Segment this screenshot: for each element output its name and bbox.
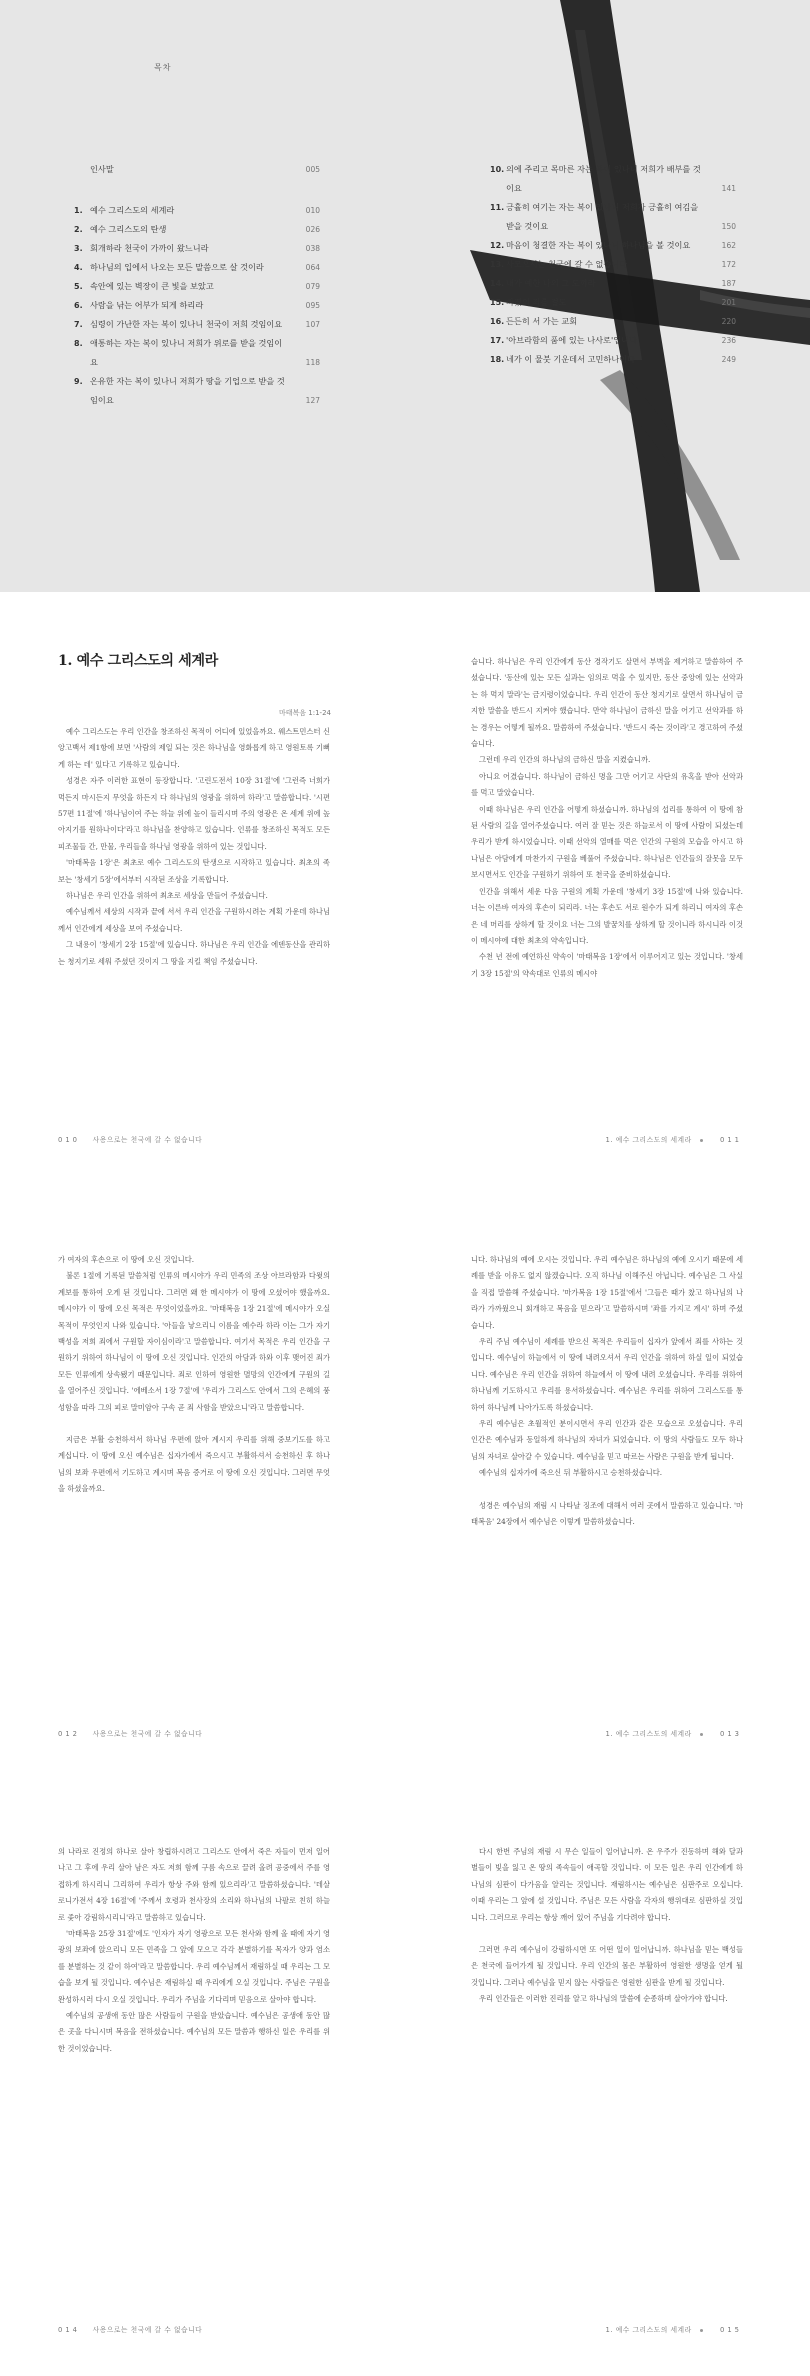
page-footer bbox=[606, 1728, 742, 1738]
paragraph: 우리 주님 예수님이 세례를 받으신 목적은 우리들이 십자가 앞에서 죄를 사하는 것입니다. 예수님이 하늘에서 이 땅에 내려오셔서 우리 인간을 위하여 하실 일이 되었습니다. 예수님은 우리 인간을 위하여 하늘에서 이 땅에 내려 오셨습니다. 우리를 위하여 하나님께 기도하시고 우리를 용서하셨습니다. 예수님은 우리를 위하여 그리스도를 통하여 하나님께 나아가도록 하셨습니다. bbox=[471, 1337, 743, 1412]
running-title: 1. 예수 그리스도의 세계라 bbox=[605, 1136, 692, 1144]
toc-item-number: 14. bbox=[490, 279, 505, 288]
separator-dot-icon bbox=[700, 1733, 703, 1736]
body-text bbox=[58, 724, 330, 970]
toc-item-page: 118 bbox=[305, 358, 320, 367]
toc-item[interactable] bbox=[490, 236, 736, 255]
toc-item-title: 애통하는 자는 복이 있나니 저희가 위로를 받을 것임이요 bbox=[90, 338, 283, 367]
page-number: 015 bbox=[720, 2326, 742, 2334]
toc-item-number: 3. bbox=[74, 244, 83, 253]
toc-item[interactable] bbox=[74, 258, 320, 277]
paragraph: '마태복음 1장'은 최초로 예수 그리스도의 탄생으로 시작하고 있습니다. 최초의 족보는 '창세기 5장'에서부터 시작된 조상을 기록합니다. bbox=[58, 858, 330, 884]
page-footer bbox=[58, 2324, 202, 2334]
toc-item-page: 038 bbox=[305, 244, 320, 253]
toc-item-title: 예수 그리스도의 탄생 bbox=[90, 224, 167, 234]
toc-item[interactable] bbox=[490, 350, 736, 369]
body-text bbox=[471, 654, 743, 982]
toc-item-number: 13. bbox=[490, 260, 505, 269]
toc-item-title: 네가 이 물붓 기운데서 고민하나이다 bbox=[506, 354, 636, 364]
toc-item-page: 026 bbox=[305, 225, 320, 234]
paragraph: 우리 인간들은 이러한 진리를 알고 하나님의 말씀에 순종하며 살아가야 합니다. bbox=[479, 1994, 728, 2004]
page-013 bbox=[405, 1186, 810, 1780]
toc-item[interactable] bbox=[490, 198, 736, 236]
toc-item-page: 141 bbox=[721, 184, 736, 193]
toc-item-page: 079 bbox=[305, 282, 320, 291]
toc-item-number: 4. bbox=[74, 263, 83, 272]
toc-item-number bbox=[74, 160, 90, 179]
toc-item-number: 17. bbox=[490, 336, 505, 345]
book-spread-3 bbox=[0, 1782, 810, 2376]
toc-item[interactable] bbox=[490, 331, 736, 350]
page-012 bbox=[0, 1186, 405, 1780]
toc-item-page: 162 bbox=[721, 241, 736, 250]
toc-item-number: 16. bbox=[490, 317, 505, 326]
toc-item-number: 6. bbox=[74, 301, 83, 310]
toc-item-page: 249 bbox=[721, 355, 736, 364]
toc-item-title: 든든히 서 가는 교회 bbox=[506, 316, 578, 326]
toc-item[interactable] bbox=[74, 334, 320, 372]
toc-item-page: 220 bbox=[721, 317, 736, 326]
paragraph: 아니요 어겼습니다. 하나님이 금하신 명을 그만 어기고 사단의 유혹을 받아 선악과를 먹고 말았습니다. bbox=[471, 771, 743, 798]
body-text bbox=[471, 1252, 743, 1531]
page-014 bbox=[0, 1782, 405, 2376]
toc-item-number: 12. bbox=[490, 241, 505, 250]
toc-title: 목차 bbox=[154, 63, 172, 72]
page-010 bbox=[0, 592, 405, 1186]
paragraph: 지금은 부활 승천하셔서 하나님 우편에 앉아 계시지 우리를 위해 중보기도를 하고 계십니다. 이 땅에 오신 예수님은 십자가에서 죽으시고 부활하셔서 승천하신 후 하나님의 보좌 우편에서 기도하고 계시며 복음 증거로 이 땅에 오신 것입니다. 그러면 무엇을 하셨을까요. bbox=[58, 1435, 330, 1494]
toc-item-page: 095 bbox=[305, 301, 320, 310]
toc-left-column bbox=[74, 160, 320, 410]
paragraph: 인간을 위해서 세운 다음 구원의 계획 가운데 '창세기 3장 15절'에 나와 있습니다. 너는 이른바 여자의 후손이 되리라. 너는 후손도 서로 원수가 되게 하리니 여자의 후손은 네 머리를 상하게 할 것이요 너는 그의 발꿈치를 상하게 할 것이니라 하시니라 이것이 메시야에 대한 최초의 약속입니다. bbox=[471, 886, 743, 945]
paragraph: 하나님은 우리 인간을 위하여 최초로 세상을 만들어 주셨습니다. bbox=[66, 891, 268, 901]
page-number: 013 bbox=[720, 1730, 742, 1738]
paragraph: 그런데 우리 인간의 하나님의 금하신 말을 지켰습니까. bbox=[479, 755, 651, 765]
toc-item[interactable] bbox=[490, 312, 736, 331]
paragraph: 예수 그리스도는 우리 인간을 창조하신 목적이 어디에 있었을까요. 웨스트민스터 신앙고백서 제1항에 보면 '사람의 제일 되는 것은 하나님을 영화롭게 하고 영원토록 기뻐게 하는 데' 있다고 기록하고 있습니다. bbox=[58, 727, 330, 769]
separator-dot-icon bbox=[700, 1139, 703, 1142]
toc-item-number: 18. bbox=[490, 355, 505, 364]
toc-item-title: 회개하라 천국이 가까이 왔느니라 bbox=[90, 243, 209, 253]
toc-item-title: 하나님의 입에서 나오는 모든 말씀으로 살 것이라 bbox=[90, 262, 264, 272]
paragraph: 예수님의 십자가에 죽으신 뒤 부활하시고 승천하셨습니다. bbox=[479, 1468, 663, 1478]
toc-item-page: 107 bbox=[305, 320, 320, 329]
toc-item[interactable] bbox=[74, 160, 320, 179]
paragraph: 그러면 우리 예수님이 강림하시면 또 어떤 일이 일어납니까. 하나님을 믿는 백성들은 천국에 들어가게 될 것입니다. 우리 인간의 몸은 부활하여 영원한 생명을 얻게 될 것입니다. 그러나 예수님을 믿지 않는 사람들은 영원한 심판을 받게 될 것입니다. bbox=[471, 1945, 743, 1987]
toc-item-number: 2. bbox=[74, 225, 83, 234]
toc-item[interactable] bbox=[74, 220, 320, 239]
toc-spread bbox=[0, 0, 810, 592]
running-title: 1. 예수 그리스도의 세계라 bbox=[605, 2326, 692, 2334]
toc-item[interactable] bbox=[74, 239, 320, 258]
toc-item-page: 187 bbox=[721, 279, 736, 288]
toc-item-title: 속안에 있는 벽장이 큰 빛을 보았고 bbox=[90, 281, 214, 291]
toc-item-number: 10. bbox=[490, 165, 505, 174]
paragraph: 우리 예수님은 초월적인 분이시면서 우리 인간과 같은 모습으로 오셨습니다. 우리 인간은 예수님과 동일하게 하나님의 자녀가 되었습니다. 이 땅의 사람들도 모두 하나님의 자녀로 살아갈 수 있습니다. 예수님을 믿고 따르는 사람은 구원을 받게 됩니다. bbox=[471, 1419, 743, 1461]
body-text bbox=[471, 1844, 743, 2008]
toc-item-number: 11. bbox=[490, 203, 505, 212]
toc-item-page: 010 bbox=[305, 206, 320, 215]
toc-item-number: 5. bbox=[74, 282, 83, 291]
paragraph: 가 여자의 후손으로 이 땅에 오신 것입니다. bbox=[58, 1255, 195, 1264]
paragraph: 성경은 예수님의 재림 시 나타날 징조에 대해서 여러 곳에서 말씀하고 있습니다. '마태복음' 24장에서 예수님은 이렇게 말씀하셨습니다. bbox=[471, 1500, 743, 1527]
toc-right-column bbox=[490, 160, 736, 369]
toc-item[interactable] bbox=[490, 255, 736, 274]
book-spread-1 bbox=[0, 592, 810, 1186]
page-footer bbox=[58, 1728, 202, 1738]
toc-item[interactable] bbox=[490, 160, 736, 198]
page-footer bbox=[606, 2324, 742, 2334]
toc-item-title: 온유한 자는 복이 있나니 저희가 땅을 기업으로 받을 것임이요 bbox=[90, 376, 285, 405]
toc-item-page: 005 bbox=[305, 165, 320, 174]
page-footer bbox=[58, 1134, 202, 1144]
toc-item-page: 127 bbox=[305, 396, 320, 405]
page-011 bbox=[405, 592, 810, 1186]
toc-item-number: 9. bbox=[74, 377, 83, 386]
toc-item[interactable] bbox=[490, 293, 736, 312]
paragraph: 이때 하나님은 우리 인간을 어떻게 하셨습니까. 하나님의 섭리를 통하여 이 땅에 참된 사람의 길을 열어주셨습니다. 여러 잘 믿는 것은 하늘로서 이 땅에 사람이 되셨는데 우리가 받게 하시었습니다. 이때 선악의 열매를 먹은 인간의 구원의 모습을 아시고 하나님은 아담에게 마찬가지 구원을 베풀어 주셨습니다. 하나님은 인간들의 잘못을 모두 보시면서도 인간을 구원하기 위하여 또 천국을 준비하셨습니다. bbox=[471, 804, 743, 880]
paragraph: 수천 년 전에 예언하신 약속이 '마태복음 1장'에서 이루어지고 있는 것입니다. '창세기 3장 15절'의 약속대로 인류의 메시야 bbox=[471, 952, 743, 978]
running-title: 사용으로는 천국에 갈 수 없습니다 bbox=[92, 2326, 203, 2334]
toc-item-title: 빠졌의 죄를 걸도 bbox=[506, 297, 567, 307]
body-text bbox=[58, 1252, 330, 1498]
toc-item-page: 064 bbox=[305, 263, 320, 272]
page-number: 014 bbox=[58, 2326, 80, 2334]
toc-item-number: 8. bbox=[74, 339, 83, 348]
paragraph: 습니다. 하나님은 우리 인간에게 동산 경작기도 살면서 부벽을 제거하고 말씀하여 주셨습니다. '동산에 있는 모든 실과는 임의로 먹을 수 있지만, 동산 중앙에 있는 선악과는 하 먹지 말라'는 금지령이었습니다. 우리 인간이 동산 청지기로 살면서 하나님이 금지한 말씀을 반드시 지켜야 했습니다. 만약 하나님이 금하신 말을 어기고 선악과를 하는 경우는 어떻게 될까요. 말씀하여 주셨습니다. '반드시 죽는 것이라'고 경고하여 주셨습니다. bbox=[471, 657, 743, 749]
toc-item-title: 긍휼히 여기는 자는 복이 있나니 저희가 긍휼히 여김을 받을 것이요 bbox=[506, 202, 699, 231]
toc-item-page: 236 bbox=[721, 336, 736, 345]
paragraph: 예수님께서 세상의 시작과 끝에 서서 우리 인간을 구원하시려는 계획 가운데 하나님께서 인간에게 세상을 보여 주셨습니다. bbox=[58, 907, 330, 933]
toc-item[interactable] bbox=[74, 315, 320, 334]
page-number: 011 bbox=[720, 1136, 742, 1144]
page-number: 010 bbox=[58, 1136, 80, 1144]
paragraph: 니다. 하나님의 예에 오시는 것입니다. 우리 예수님은 하나님의 예에 오시기 때문에 세례를 받을 이유도 없지 않겠습니다. 오직 하나님 이해주신 아닙니다. 예수님은 그 사실을 직접 말씀해 주셨습니다. '마가복음 1장 15절'에서 '그들은 때가 찼고 하나님의 나라가 가까웠으니 회개하고 복음을 믿으라'고 말씀하시며 '좌를 가지고 계시' 하며 주셨습니다. bbox=[471, 1255, 743, 1330]
paragraph: 그 내용이 '창세기 2장 15절'에 있습니다. 하나님은 우리 인간을 에덴동산을 관리하는 청지기로 세워 주셨던 것이지 그 땅을 지킬 책임 주셨습니다. bbox=[58, 940, 330, 966]
page-number: 012 bbox=[58, 1730, 80, 1738]
toc-item-number: 7. bbox=[74, 320, 83, 329]
toc-item-title: 마음이 청결한 자는 복이 있나니 하나님을 볼 것이요 bbox=[506, 240, 691, 250]
toc-item[interactable] bbox=[74, 296, 320, 315]
running-title: 사용으로는 천국에 갈 수 없습니다 bbox=[92, 1136, 203, 1144]
separator-dot-icon bbox=[700, 2329, 703, 2332]
running-title: 1. 예수 그리스도의 세계라 bbox=[605, 1730, 692, 1738]
paragraph: '마태복음 25장 31절'에도 '인자가 자기 영광으로 모든 천사와 함께 올 때에 자기 영광의 보좌에 앉으리니 모든 민족을 그 앞에 모으고 각각 분별하기를 목자가 양과 염소를 분별하는 것 같이 하여'라고 말씀합니다. 우리 예수님께서 재림하실 때 우리는 그 모습을 보게 될 것입니다. 예수님은 재림하실 때 우리에게 오실 것입니다. 주님은 구원을 완성하시러 다시 오실 것입니다. 우리가 주님을 기다리며 믿음으로 살아야 합니다. bbox=[58, 1929, 330, 2004]
toc-item-page: 201 bbox=[721, 298, 736, 307]
toc-item-title: 사모으시는 천국에 갈 수 없습니다 bbox=[506, 259, 628, 269]
toc-item-title: 예수 그리스도의 세계라 bbox=[90, 205, 175, 215]
toc-item-number: 1. bbox=[74, 206, 83, 215]
toc-item-page: 172 bbox=[721, 260, 736, 269]
paragraph: 의 나라로 진정의 하나로 살아 창립하시려고 그리스도 안에서 죽은 자들이 먼저 일어나고 그 후에 우리 살아 남은 자도 저희 함께 구름 속으로 끌려 올려 공중에서 주를 영접하게 하시리니 그리하여 우리가 항상 주와 함께 있으리라'고 말씀하셨습니다. '데살로니가전서 4장 16절'에 '주께서 호령과 천사장의 소리와 하나님의 나팔로 친히 하늘로 좇아 강림하시리니'라고 말씀하고 있습니다. bbox=[58, 1847, 330, 1922]
page-015 bbox=[405, 1782, 810, 2376]
toc-item[interactable] bbox=[74, 277, 320, 296]
page-footer bbox=[606, 1134, 742, 1144]
paragraph: 성경은 자주 이러한 표현이 등장합니다. '고린도전서 10장 31절'에 '그런즉 너희가 먹든지 마시든지 무엇을 하든지 다 하나님의 영광을 위하여 하라'고 말씀합니다. '시편 57편 11절'에 '하나님이여 주는 하늘 위에 높이 들리시며 주의 영광은 온 세계 위에 높아지기를 원하나이다'라고 하나님을 찬양하고 있습니다. 인류를 창조하신 목적도 모든 피조물들 간, 만물, 우리들을 하나님 영광을 위하여 있는 것입니다. bbox=[58, 776, 330, 851]
toc-item-title: 사람을 낚는 어부가 되게 하리라 bbox=[90, 300, 204, 310]
chapter-title: 1. 예수 그리스도의 세계라 bbox=[58, 653, 218, 669]
paragraph: 불론 1절에 기록된 말씀처럼 인류의 메시야가 우리 민족의 조상 아브라함과 다윗의 계보를 통하여 오게 된 것입니다. 그러면 왜 한 메시야가 이 땅에 오셨어야 했을까요. 메시야가 이 땅에 오신 목적은 무엇이었을까요. '마태복음 1장 21절'에 메시야가 오실 목적이 무엇인지 나와 있습니다. '아들을 낳으리니 이름을 예수라 하라 이는 그가 자기 백성을 저희 죄에서 구원할 자이심이라'고 말씀합니다. 여기서 목적은 우리 인간을 구원하기 위하여 하나님이 이 땅에 오신 것입니다. 인간의 아담과 하와 이후 맺어진 죄가 모든 인류에게 상속됐기 때문입니다. 죄로 인하여 영원한 멸망의 인간에게 구원의 길을 열어주신 것입니다. '에베소서 1장 7절'에 '우리가 그리스도 안에서 그의 은혜의 풍성함을 따라 그의 피로 말미암아 구속 곧 죄 사함을 받았으니'라고 말씀합니다. bbox=[58, 1271, 330, 1412]
toc-item-page: 150 bbox=[721, 222, 736, 231]
toc-item-title: 인사말 bbox=[90, 164, 114, 174]
body-text bbox=[58, 1844, 330, 2057]
toc-item-title: 심령이 가난한 자는 복이 있나니 천국이 저희 것임이요 bbox=[90, 319, 283, 329]
toc-item[interactable] bbox=[74, 201, 320, 220]
toc-item-title: '아브라함의 품에 있는 나사로'입니다 bbox=[506, 335, 637, 345]
toc-item-number: 15. bbox=[490, 298, 505, 307]
paragraph: 다시 한번 주님의 재림 시 무슨 일들이 일어납니까. 온 우주가 진동하며 해와 달과 별들이 빛을 잃고 온 땅의 족속들이 애곡할 것입니다. 이 모든 일은 우리 인간에게 하나님의 심판이 다가옴을 알리는 것입니다. 재림하시는 예수님은 심판주로 오십니다. 이때 우리는 그 앞에 설 것입니다. 주님은 모든 사람을 각자의 행위대로 심판하실 것입니다. 그러므로 우리는 항상 깨어 있어 주님을 기다려야 합니다. bbox=[471, 1847, 743, 1922]
toc-item[interactable] bbox=[490, 274, 736, 293]
book-spread-2 bbox=[0, 1186, 810, 1780]
paragraph: 예수님의 공생애 동안 많은 사람들이 구원을 받았습니다. 예수님은 공생애 동안 많은 곳을 다니시며 복음을 전하셨습니다. 예수님의 모든 말씀과 행하신 일은 우리를 위한 것이었습니다. bbox=[58, 2011, 330, 2053]
toc-item[interactable] bbox=[74, 372, 320, 410]
scripture-reference: 마태복음 1:1-24 bbox=[279, 709, 331, 717]
running-title: 사용으로는 천국에 갈 수 없습니다 bbox=[92, 1730, 203, 1738]
toc-item-title: 내가 예한 나의 그 도끼라 bbox=[506, 278, 596, 288]
toc-item-title: 의에 주리고 목마른 자는 복이 있나니 저희가 배부를 것이요 bbox=[506, 164, 701, 193]
